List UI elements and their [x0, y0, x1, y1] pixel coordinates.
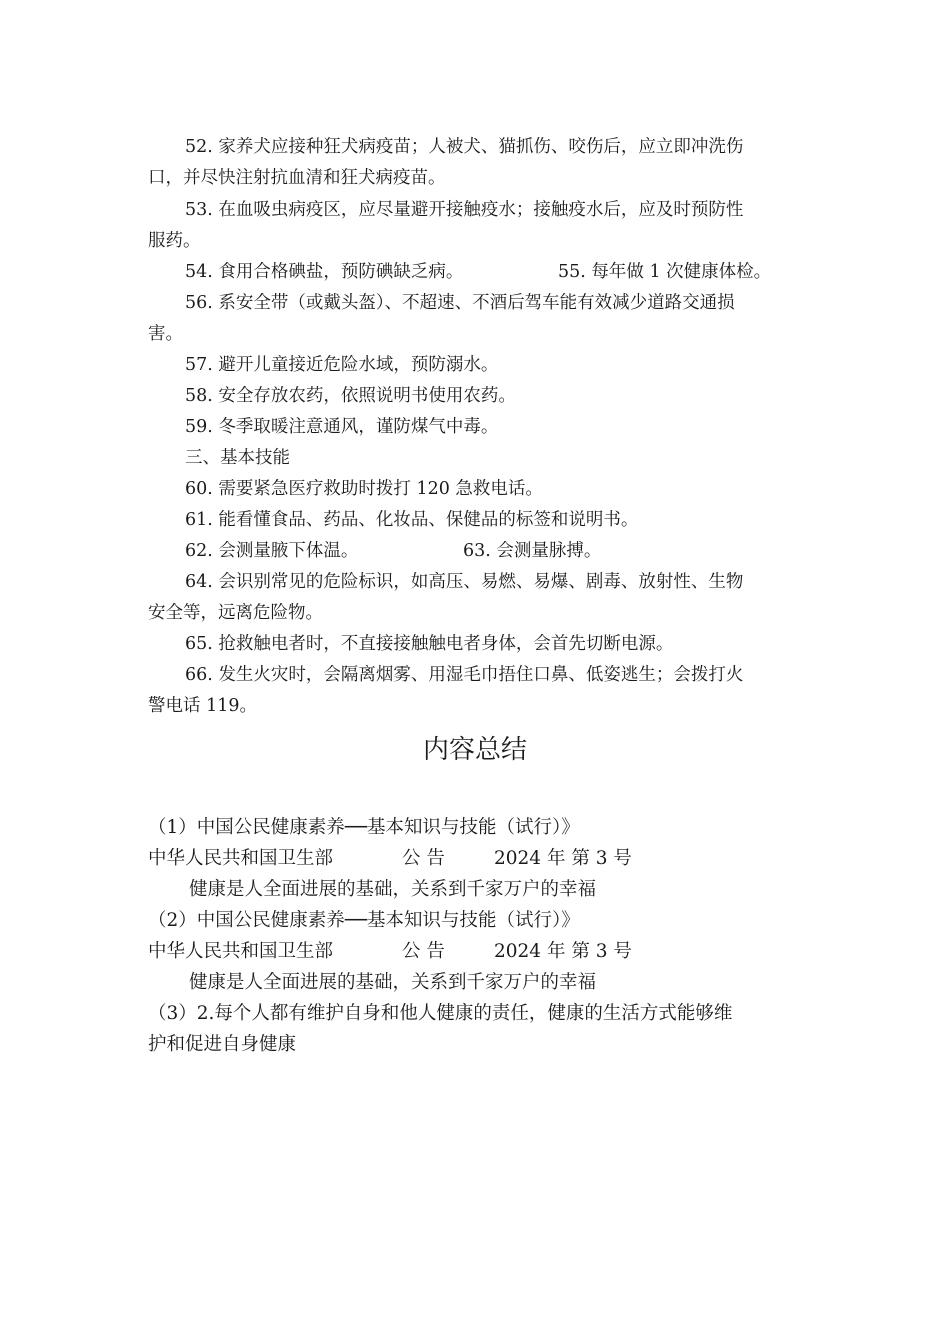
summary-item-1-org: 中华人民共和国卫生部 — [148, 848, 334, 869]
item-58: 58. 安全存放农药，依照说明书使用农药。 — [185, 386, 516, 406]
item-53-line1: 53. 在血吸虫病疫区，应尽量避开接触疫水；接触疫水后，应及时预防性 — [185, 200, 744, 220]
item-64-line1: 64. 会识别常见的危险标识，如高压、易燃、易爆、剧毒、放射性、生物 — [185, 572, 744, 592]
item-52-line1: 52. 家养犬应接种狂犬病疫苗；人被犬、猫抓伤、咬伤后，应立即冲洗伤 — [185, 137, 744, 157]
item-63: 63. 会测量脉搏。 — [463, 541, 602, 561]
item-61: 61. 能看懂食品、药品、化妆品、保健品的标签和说明书。 — [185, 510, 639, 530]
summary-item-3-line2: 护和促进自身健康 — [148, 1034, 297, 1055]
summary-item-1-title: （1）中国公民健康素养──基本知识与技能（试行）》 — [148, 817, 580, 838]
item-66-line2: 警电话 119。 — [148, 696, 257, 716]
section-heading-basic-skills: 三、基本技能 — [185, 448, 290, 468]
item-52-line2: 口，并尽快注射抗血清和狂犬病疫苗。 — [148, 168, 446, 188]
item-53-line2: 服药。 — [148, 231, 201, 251]
item-60: 60. 需要紧急医疗救助时拨打 120 急救电话。 — [185, 479, 543, 499]
item-54: 54. 食用合格碘盐，预防碘缺乏病。 — [185, 262, 464, 282]
summary-item-1-number: 2024 年 第 3 号 — [494, 848, 632, 869]
item-55: 55. 每年做 1 次健康体检。 — [558, 262, 772, 282]
item-64-line2: 安全等，远离危险物。 — [148, 603, 323, 623]
item-62: 62. 会测量腋下体温。 — [185, 541, 359, 561]
item-65: 65. 抢救触电者时，不直接接触触电者身体，会首先切断电源。 — [185, 634, 674, 654]
summary-item-2-notice: 公 告 — [402, 941, 445, 962]
summary-item-2-title: （2）中国公民健康素养──基本知识与技能（试行）》 — [148, 910, 580, 931]
summary-item-2-number: 2024 年 第 3 号 — [494, 941, 632, 962]
summary-title: 内容总结 — [422, 735, 527, 765]
item-66-line1: 66. 发生火灾时，会隔离烟雾、用湿毛巾捂住口鼻、低姿逃生；会拨打火 — [185, 665, 744, 685]
item-57: 57. 避开儿童接近危险水域，预防溺水。 — [185, 355, 499, 375]
item-56-line1: 56. 系安全带（或戴头盔）、不超速、不酒后驾车能有效减少道路交通损 — [185, 293, 735, 313]
summary-item-3-line1: （3）2.每个人都有维护自身和他人健康的责任，健康的生活方式能够维 — [148, 1003, 733, 1024]
summary-item-1-notice: 公 告 — [402, 848, 445, 869]
item-59: 59. 冬季取暖注意通风，谨防煤气中毒。 — [185, 417, 499, 437]
summary-item-1-body: 健康是人全面进展的基础，关系到千家万户的幸福 — [189, 879, 597, 900]
item-56-line2: 害。 — [148, 324, 183, 344]
summary-item-2-org: 中华人民共和国卫生部 — [148, 941, 334, 962]
summary-item-2-body: 健康是人全面进展的基础，关系到千家万户的幸福 — [189, 972, 597, 993]
